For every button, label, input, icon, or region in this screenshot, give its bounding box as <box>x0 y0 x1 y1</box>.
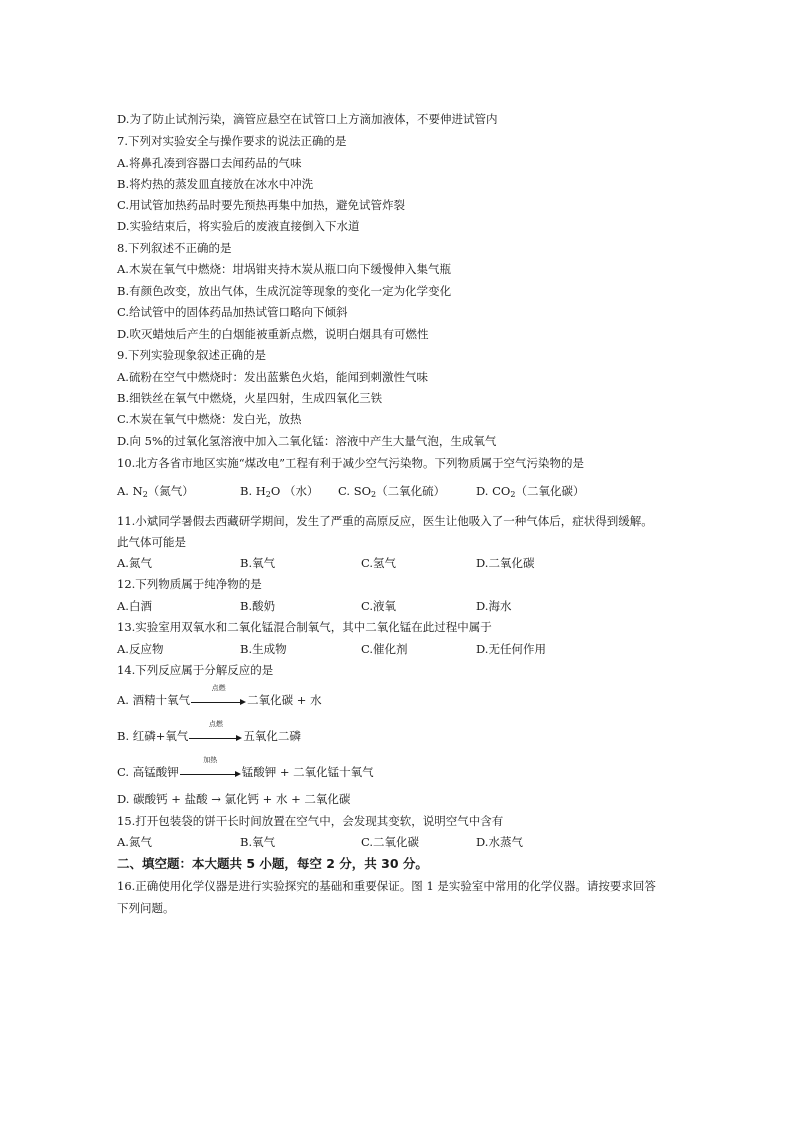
q15-option-a: A.氮气 <box>117 835 152 849</box>
q13-option-d: D.无任何作用 <box>476 642 546 656</box>
q13-option-c: C.催化剂 <box>361 642 408 656</box>
q12-option-c: C.液氧 <box>361 599 397 613</box>
q10-option-c: C. $SO_2$（二氧化硫） <box>338 484 446 499</box>
q7-option-b: B.将灼热的蒸发皿直接放在冰水中冲洗 <box>117 177 314 191</box>
q11-option-c: C.氢气 <box>361 556 397 570</box>
q14-option-b: B. 红磷+氧气 点燃 五氧化二磷 <box>117 720 301 743</box>
q10-option-d: D. $CO_2$（二氧化碳） <box>476 484 585 499</box>
q9-option-d: D.向 5%的过氧化氢溶液中加入二氧化锰：溶液中产生大量气泡，生成氧气 <box>117 434 497 448</box>
q14-option-d: D. 碳酸钙 + 盐酸 → 氯化钙 + 水 + 二氧化碳 <box>117 792 351 806</box>
q9-option-b: B.细铁丝在氧气中燃烧，火星四射，生成四氧化三铁 <box>117 391 383 405</box>
q12-option-b: B.酸奶 <box>240 599 276 613</box>
q12-option-d: D.海水 <box>476 599 512 613</box>
q10-option-b: B. $H_2O$ （水） <box>240 484 319 499</box>
q11-stem-line1: 11.小斌同学暑假去西藏研学期间，发生了严重的高原反应，医生让他吸入了一种气体后，症状得到缓解。 <box>117 514 653 528</box>
q14-stem: 14.下列反应属于分解反应的是 <box>117 663 274 677</box>
q12-option-a: A.白酒 <box>117 599 152 613</box>
q7-option-a: A.将鼻孔凑到容器口去闻药品的气味 <box>117 156 302 170</box>
q11-stem-line2: 此气体可能是 <box>117 535 186 549</box>
section-heading: 二、填空题：本大题共 5 小题，每空 2 分，共 30 分。 <box>117 856 428 871</box>
q11-option-d: D.二氧化碳 <box>476 556 535 570</box>
q12-stem: 12.下列物质属于纯净物的是 <box>117 577 262 591</box>
q15-option-c: C.二氧化碳 <box>361 835 420 849</box>
q15-stem: 15.打开包装袋的饼干长时间放置在空气中，会发现其变软，说明空气中含有 <box>117 814 504 828</box>
q8-option-d: D.吹灭蜡烛后产生的白烟能被重新点燃，说明白烟具有可燃性 <box>117 327 429 341</box>
q8-option-b: B.有颜色改变，放出气体，生成沉淀等现象的变化一定为化学变化 <box>117 284 452 298</box>
q16-stem-line1: 16.正确使用化学仪器是进行实验探究的基础和重要保证。图 1 是实验室中常用的化学仪器。请按要求回答 <box>117 879 656 893</box>
q7-option-d: D.实验结束后，将实验后的废液直接倒入下水道 <box>117 219 360 233</box>
q14-option-a: A. 酒精十氧气 点燃 二氧化碳 + 水 <box>117 684 322 707</box>
q8-stem: 8.下列叙述不正确的是 <box>117 241 232 255</box>
q16-stem-line2: 下列问题。 <box>117 901 175 915</box>
q6-option-d: D.为了防止试剂污染，滴管应悬空在试管口上方滴加液体，不要伸进试管内 <box>117 112 498 126</box>
q9-option-c: C.木炭在氧气中燃烧：发白光，放热 <box>117 412 302 426</box>
q10-stem: 10.北方各省市地区实施“煤改电”工程有利于减少空气污染物。下列物质属于空气污染物的是 <box>117 456 585 470</box>
q14-option-c: C. 高锰酸钾 加热 锰酸钾 + 二氧化锰十氧气 <box>117 756 374 779</box>
q7-stem: 7.下列对实验安全与操作要求的说法正确的是 <box>117 134 347 148</box>
q8-option-c: C.给试管中的固体药品加热试管口略向下倾斜 <box>117 305 348 319</box>
q15-option-b: B.氧气 <box>240 835 276 849</box>
q15-option-d: D.水蒸气 <box>476 835 523 849</box>
q9-option-a: A.硫粉在空气中燃烧时：发出蓝紫色火焰，能闻到刺激性气味 <box>117 370 428 384</box>
q13-option-b: B.生成物 <box>240 642 287 656</box>
q8-option-a: A.木炭在氧气中燃烧：坩埚钳夹持木炭从瓶口向下缓慢伸入集气瓶 <box>117 262 451 276</box>
q11-option-a: A.氮气 <box>117 556 152 570</box>
reaction-arrow: 加热 <box>180 765 241 781</box>
q13-option-a: A.反应物 <box>117 642 164 656</box>
reaction-arrow: 点燃 <box>191 693 246 709</box>
q9-stem: 9.下列实验现象叙述正确的是 <box>117 348 266 362</box>
q10-option-a: A. $N_2$（氮气） <box>117 484 194 499</box>
q7-option-c: C.用试管加热药品时要先预热再集中加热，避免试管炸裂 <box>117 198 406 212</box>
q11-option-b: B.氧气 <box>240 556 276 570</box>
q13-stem: 13.实验室用双氧水和二氧化锰混合制氧气，其中二氧化锰在此过程中属于 <box>117 620 492 634</box>
reaction-arrow: 点燃 <box>189 729 242 745</box>
